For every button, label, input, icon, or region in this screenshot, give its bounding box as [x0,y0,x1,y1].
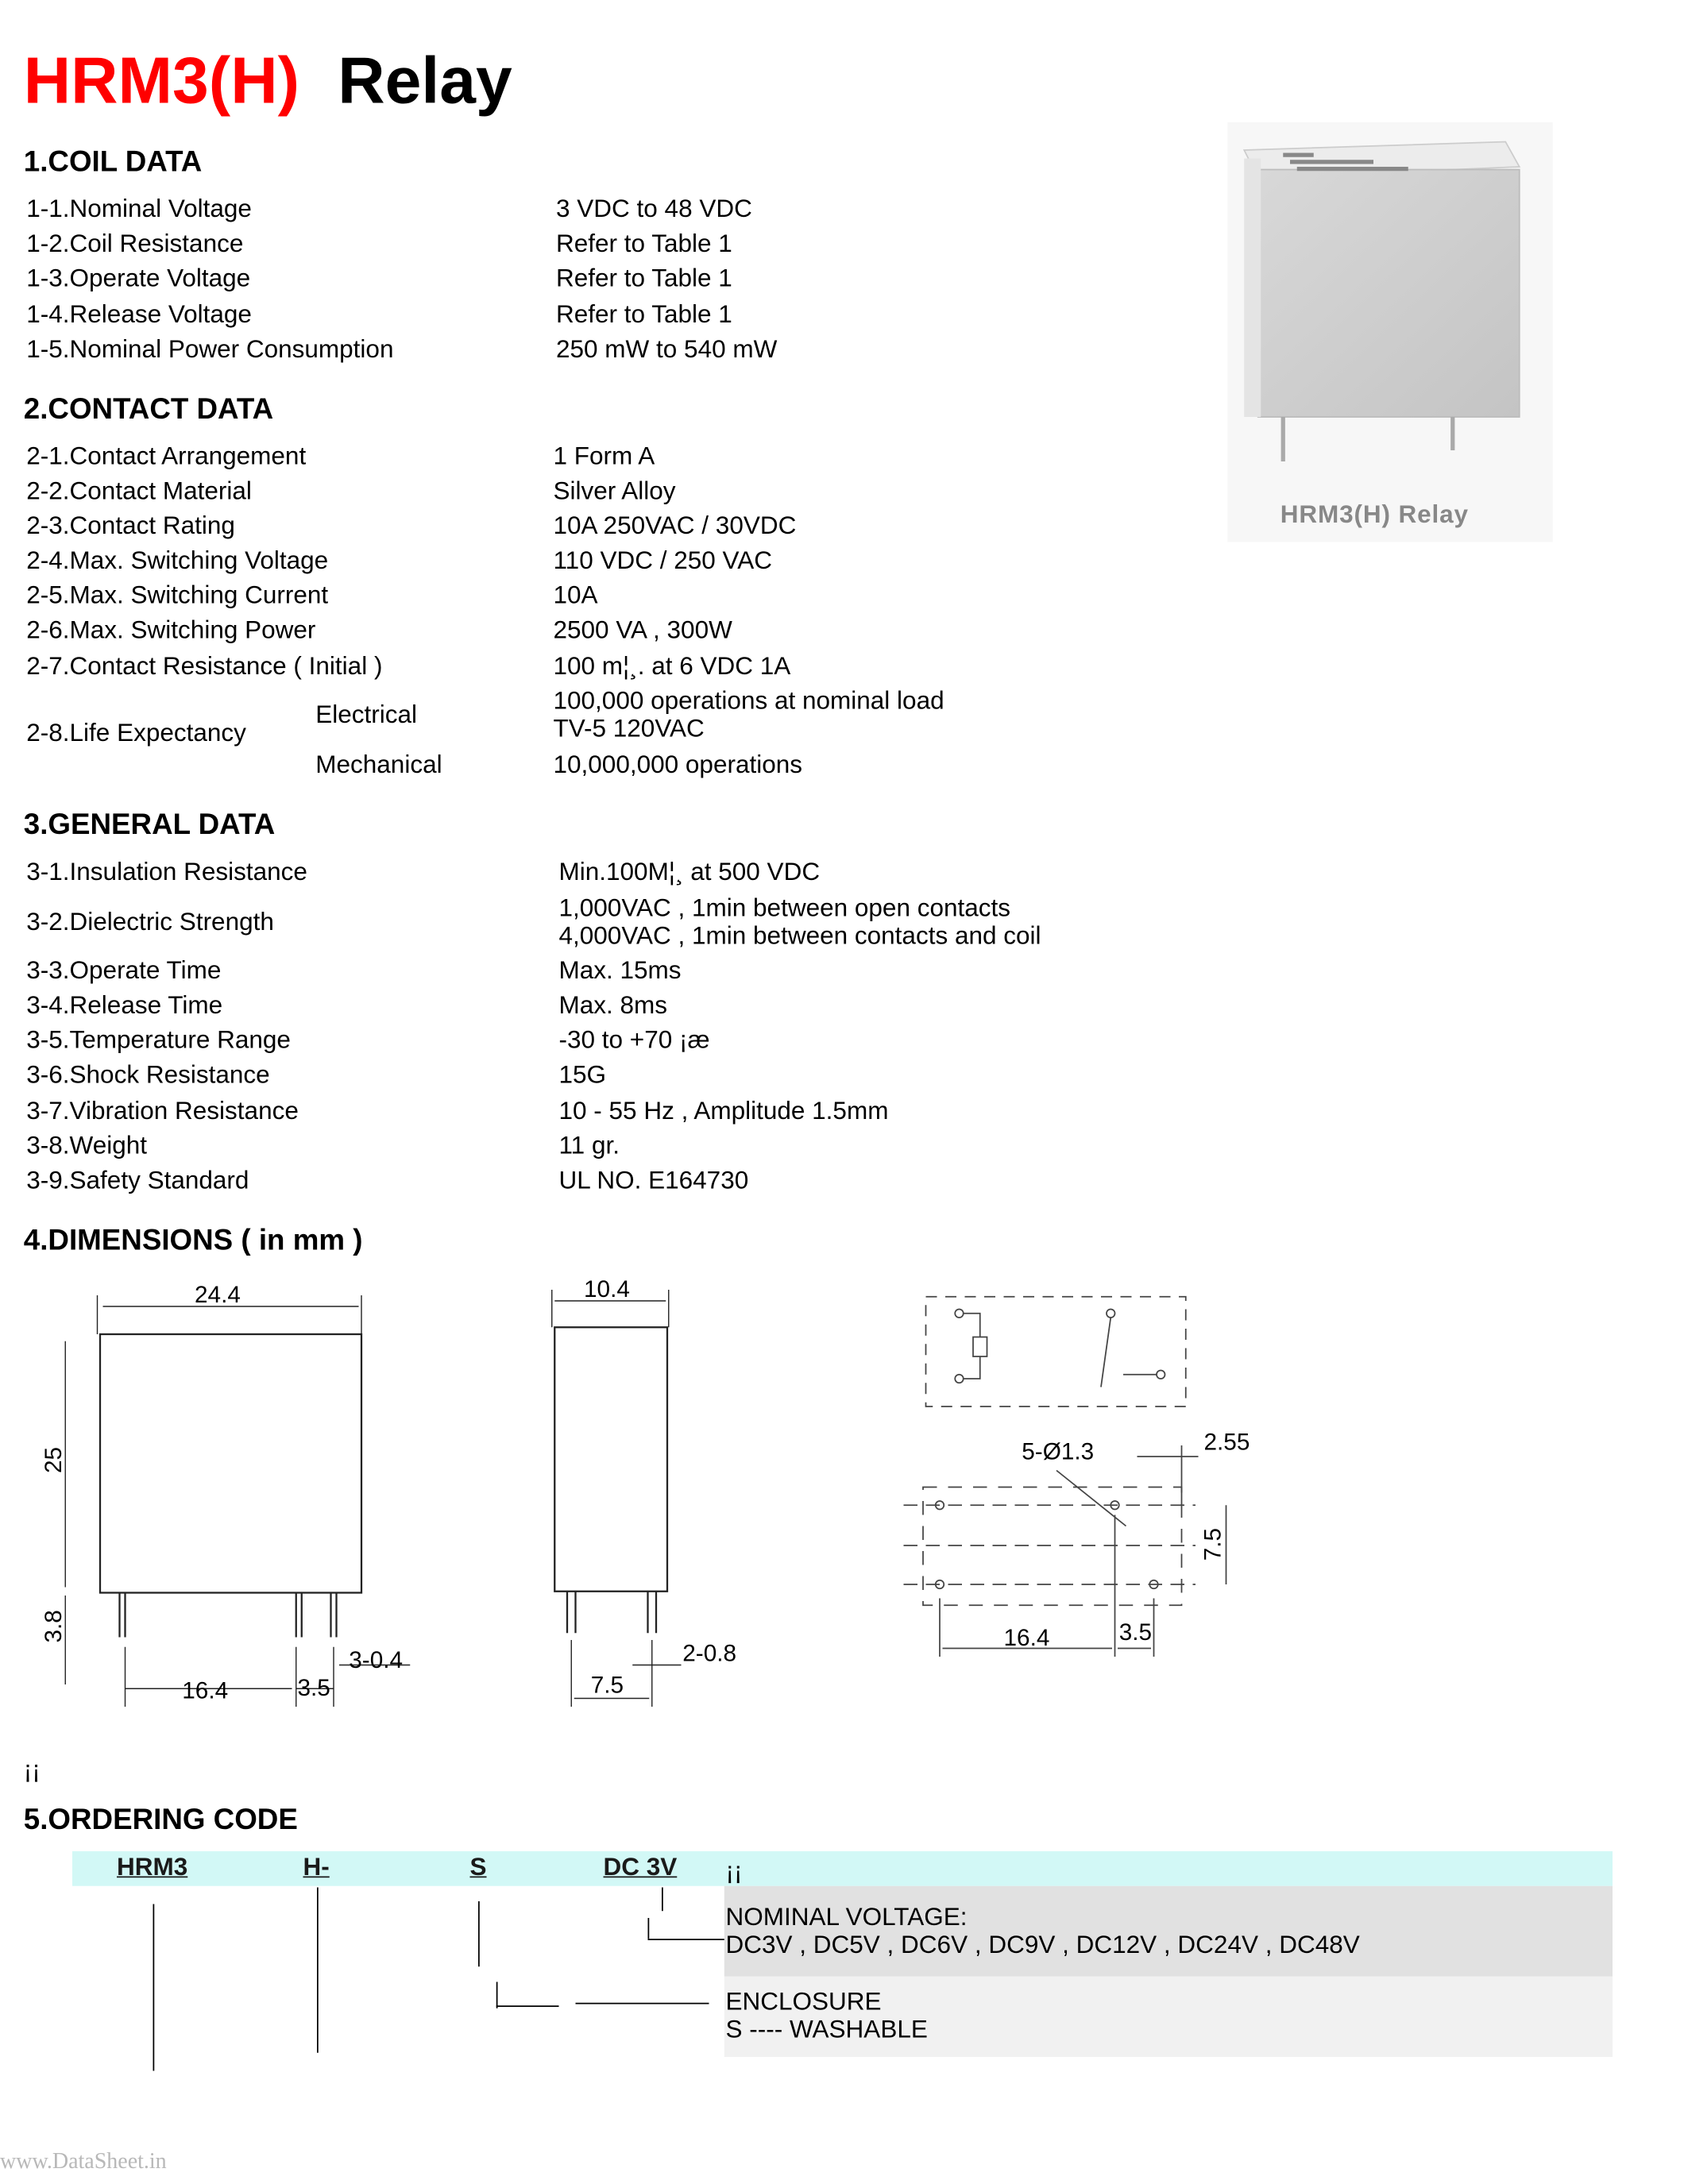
nominal-voltage-title: NOMINAL VOLTAGE: [725,1902,968,1931]
dim-side-width: 10.4 [584,1275,630,1302]
dim-front-pitch: 16.4 [182,1677,229,1704]
enclosure-title: ENCLOSURE [725,1987,882,2016]
general-label: 3-9.Safety Standard [26,1166,249,1194]
dim-front-width: 24.4 [195,1281,241,1308]
general-label: 3-7.Vibration Resistance [26,1096,299,1125]
contact-value: 1 Form A [553,442,655,470]
coil-label: 1-1.Nominal Voltage [26,195,252,222]
coil-value: Refer to Table 1 [556,300,732,328]
general-value: 1,000VAC , 1min between open contacts [558,893,1011,922]
dim-side-pitch: 7.5 [590,1672,624,1699]
section-heading-ordering: 5.ORDERING CODE [23,1804,298,1836]
section-heading-contact: 2.CONTACT DATA [23,393,274,426]
general-value: 11 gr. [558,1131,620,1160]
general-label: 3-2.Dielectric Strength [26,907,274,936]
title-model: HRM3(H) [23,43,299,117]
life-electrical-label: Electrical [315,700,418,728]
side-view [552,1290,682,1707]
coil-label: 1-5.Nominal Power Consumption [26,334,394,363]
contact-label: 2-1.Contact Arrangement [26,442,307,470]
dim-pcb-holes: 5-Ø1.3 [1022,1438,1095,1465]
life-electrical-value: 100,000 operations at nominal load [553,686,944,715]
stray-mark: ¡¡ [23,1755,41,1784]
relay-image [1227,122,1553,542]
general-label: 3-1.Insulation Resistance [26,857,307,886]
general-value: Max. 15ms [558,956,682,984]
watermark: www.DataSheet.in [0,2150,167,2174]
dim-front-pins: 3-0.4 [349,1647,404,1673]
coil-value: 250 mW to 540 mW [556,334,778,363]
coil-value: Refer to Table 1 [556,264,732,292]
relay-photo [1227,122,1553,542]
dimension-drawings [0,1265,1279,1724]
dim-front-pitch2: 3.5 [297,1675,330,1701]
life-mechanical-value: 10,000,000 operations [553,751,803,778]
general-value: Min.100M¦¸ at 500 VDC [558,857,821,886]
contact-label: 2-4.Max. Switching Voltage [26,546,329,574]
contact-value: 110 VDC / 250 VAC [553,546,772,574]
schematic [926,1297,1186,1406]
coil-value: 3 VDC to 48 VDC [556,195,752,222]
dim-front-pin-length: 3.8 [41,1610,67,1643]
contact-value: 10A [553,581,598,609]
contact-value: 100 m¦¸. at 6 VDC 1A [553,651,791,680]
general-value: UL NO. E164730 [558,1166,749,1194]
code-voltage: DC 3V [603,1852,678,1881]
general-label: 3-4.Release Time [26,990,223,1019]
front-view [65,1295,410,1707]
pcb-layout [904,1445,1226,1657]
contact-label: 2-2.Contact Material [26,477,252,505]
coil-label: 1-2.Coil Resistance [26,229,244,257]
section-heading-general: 3.GENERAL DATA [23,808,276,841]
coil-label: 1-4.Release Voltage [26,300,252,328]
title-word: Relay [338,43,512,117]
dim-pcb-pitch2: 3.5 [1118,1619,1153,1646]
contact-label: 2-6.Max. Switching Power [26,615,316,644]
contact-value: 2500 VA , 300W [553,615,732,644]
general-value: 15G [558,1060,607,1089]
life-mechanical-label: Mechanical [315,751,442,778]
general-label: 3-3.Operate Time [26,956,222,984]
general-label: 3-5.Temperature Range [26,1025,291,1054]
general-value: Max. 8ms [558,990,668,1019]
dim-pcb-offset: 2.55 [1203,1429,1250,1456]
general-label: 3-6.Shock Resistance [26,1060,270,1089]
code-series: HRM3 [117,1852,188,1881]
dim-front-height: 25 [41,1446,67,1473]
general-value: -30 to +70 ¡æ [558,1025,710,1054]
code-trail: ¡¡ [725,1857,743,1885]
dim-pcb-row: 7.5 [1199,1527,1226,1561]
contact-value: Silver Alloy [553,477,676,505]
coil-label: 1-3.Operate Voltage [26,264,251,292]
general-value-2: 4,000VAC , 1min between contacts and coil [558,921,1041,950]
life-electrical-value-2: TV-5 120VAC [553,714,705,743]
contact-value: 10A 250VAC / 30VDC [553,511,797,539]
general-label: 3-8.Weight [26,1131,148,1160]
dim-side-pins: 2-0.8 [682,1640,737,1667]
dim-pcb-pitch: 16.4 [1003,1625,1050,1651]
nominal-voltage-values: DC3V , DC5V , DC6V , DC9V , DC12V , DC24V , DC48V [725,1930,1360,1958]
section-heading-coil: 1.COIL DATA [23,145,203,178]
enclosure-value: S ---- WASHABLE [725,2015,928,2043]
code-enclosure: S [469,1852,487,1881]
contact-label: 2-3.Contact Rating [26,511,235,539]
photo-caption: HRM3(H) Relay [1280,500,1469,528]
life-label: 2-8.Life Expectancy [26,718,246,747]
contact-label: 2-7.Contact Resistance ( Initial ) [26,651,383,680]
code-type: H- [303,1852,330,1881]
section-heading-dimensions: 4.DIMENSIONS ( in mm ) [23,1224,363,1256]
general-value: 10 - 55 Hz , Amplitude 1.5mm [558,1096,889,1125]
contact-label: 2-5.Max. Switching Current [26,581,329,609]
coil-value: Refer to Table 1 [556,229,732,257]
